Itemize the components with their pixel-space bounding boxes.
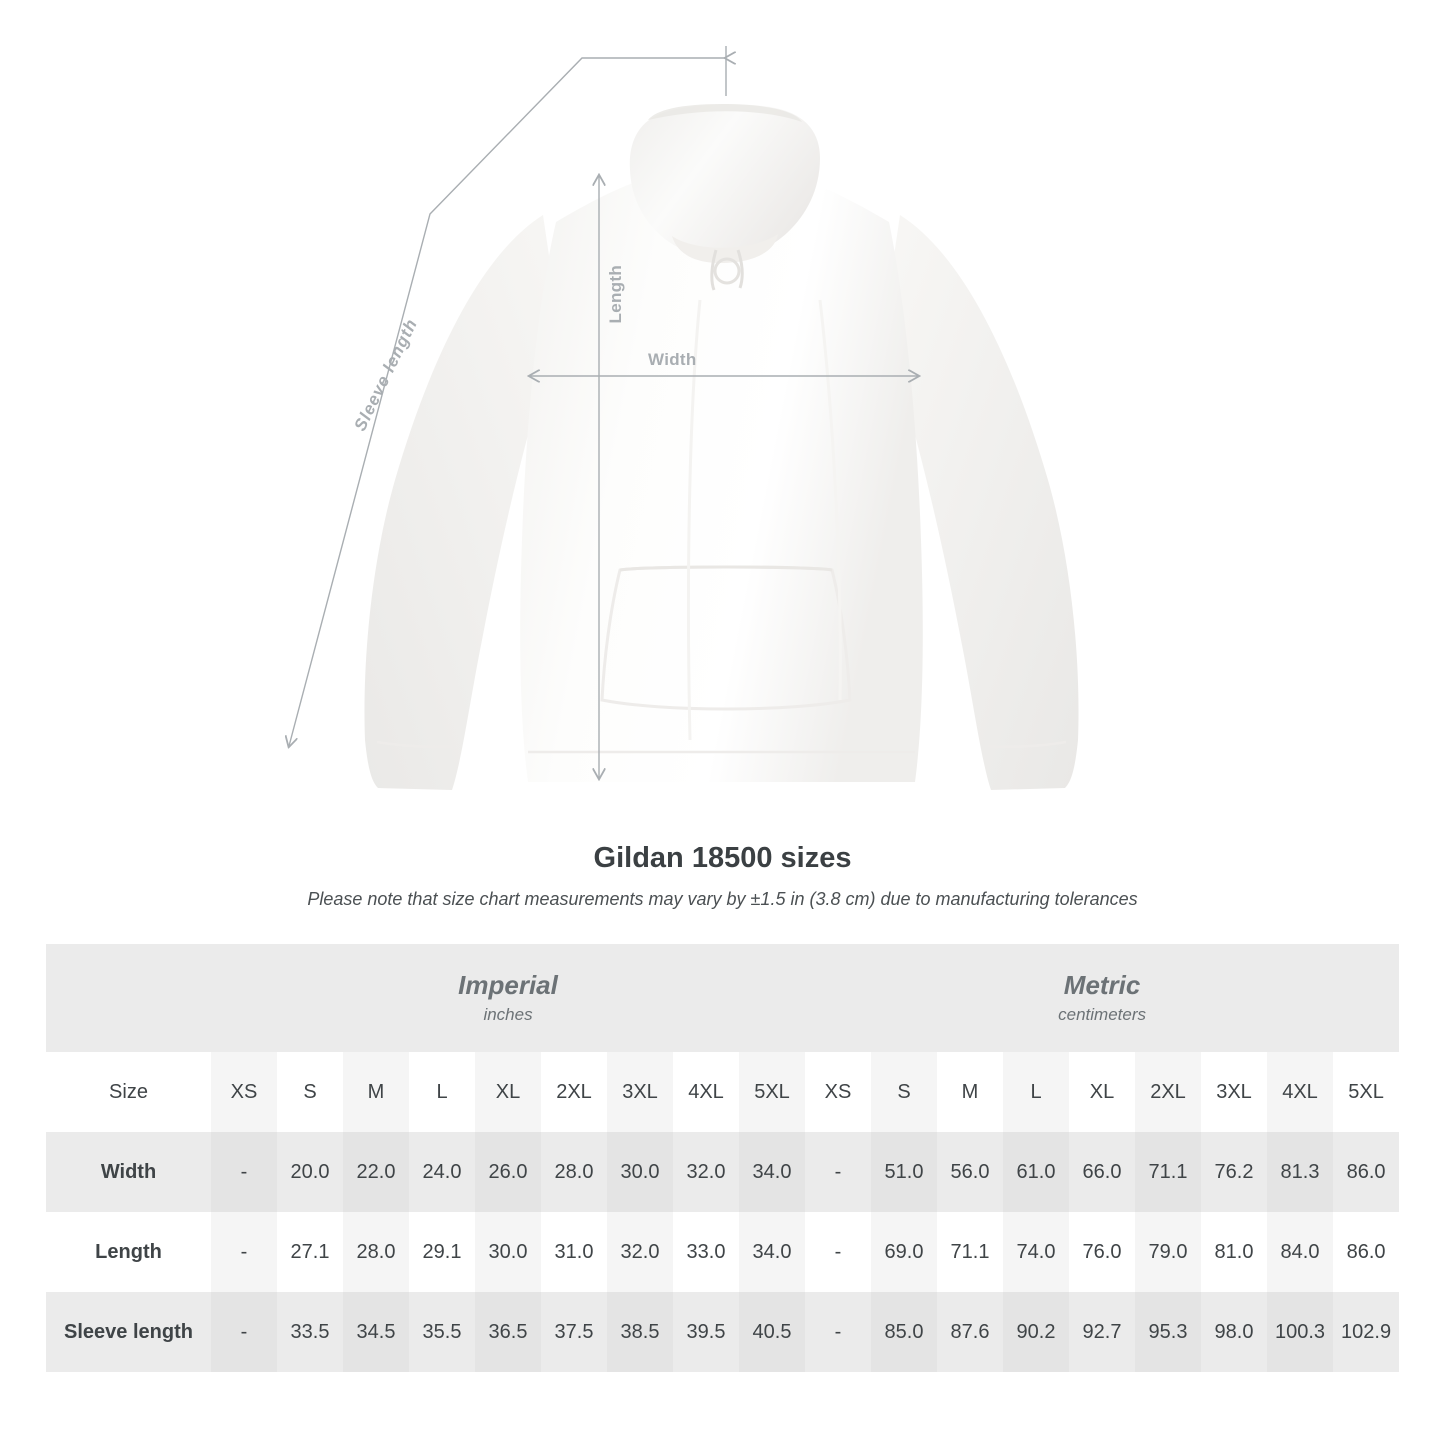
cell-width-imperial-4xl: 32.0 bbox=[673, 1132, 739, 1212]
cell-width-imperial-xl: 26.0 bbox=[475, 1132, 541, 1212]
tolerance-note: Please note that size chart measurements may vary by ±1.5 in (3.8 cm) due to manufacturing tolerances bbox=[307, 889, 1138, 909]
cell-sleeve-metric-xs: - bbox=[805, 1292, 871, 1372]
cell-width-metric-m: 56.0 bbox=[937, 1132, 1003, 1212]
cell-length-imperial-xs: - bbox=[211, 1212, 277, 1292]
table-row bbox=[46, 1212, 1399, 1292]
header-imperial-xl: XL bbox=[475, 1052, 541, 1132]
header-imperial-s: S bbox=[277, 1052, 343, 1132]
unit-header-spacer bbox=[46, 944, 211, 1052]
header-metric-xl: XL bbox=[1069, 1052, 1135, 1132]
unit-header-imperial bbox=[211, 944, 805, 1052]
cell-sleeve-imperial-s: 33.5 bbox=[277, 1292, 343, 1372]
header-metric-l: L bbox=[1003, 1052, 1069, 1132]
cell-width-imperial-m: 22.0 bbox=[343, 1132, 409, 1212]
cell-width-metric-xl: 66.0 bbox=[1069, 1132, 1135, 1212]
row-label-width: Width bbox=[46, 1132, 211, 1212]
cell-length-metric-m: 71.1 bbox=[937, 1212, 1003, 1292]
cell-width-metric-2xl: 71.1 bbox=[1135, 1132, 1201, 1212]
row-label-sleeve-length: Sleeve length bbox=[46, 1292, 211, 1372]
cell-length-imperial-5xl: 34.0 bbox=[739, 1212, 805, 1292]
header-metric-3xl: 3XL bbox=[1201, 1052, 1267, 1132]
cell-length-metric-3xl: 81.0 bbox=[1201, 1212, 1267, 1292]
header-imperial-5xl: 5XL bbox=[739, 1052, 805, 1132]
cell-sleeve-metric-5xl: 102.9 bbox=[1333, 1292, 1399, 1372]
cell-sleeve-metric-3xl: 98.0 bbox=[1201, 1292, 1267, 1372]
header-metric-xs: XS bbox=[805, 1052, 871, 1132]
cell-length-imperial-s: 27.1 bbox=[277, 1212, 343, 1292]
cell-length-imperial-2xl: 31.0 bbox=[541, 1212, 607, 1292]
cell-sleeve-imperial-5xl: 40.5 bbox=[739, 1292, 805, 1372]
header-imperial-2xl: 2XL bbox=[541, 1052, 607, 1132]
cell-length-metric-4xl: 84.0 bbox=[1267, 1212, 1333, 1292]
page-title: Gildan 18500 sizes bbox=[593, 842, 852, 874]
width-dimension-label: Width bbox=[648, 350, 697, 369]
cell-length-metric-2xl: 79.0 bbox=[1135, 1212, 1201, 1292]
cell-length-metric-l: 74.0 bbox=[1003, 1212, 1069, 1292]
header-imperial-3xl: 3XL bbox=[607, 1052, 673, 1132]
chart-heading-block bbox=[0, 842, 1445, 910]
header-imperial-4xl: 4XL bbox=[673, 1052, 739, 1132]
cell-sleeve-imperial-xs: - bbox=[211, 1292, 277, 1372]
cell-sleeve-metric-xl: 92.7 bbox=[1069, 1292, 1135, 1372]
unit-sub-metric: centimeters bbox=[1058, 1005, 1147, 1025]
header-size-label: Size bbox=[46, 1052, 211, 1132]
header-metric-m: M bbox=[937, 1052, 1003, 1132]
cell-sleeve-metric-2xl: 95.3 bbox=[1135, 1292, 1201, 1372]
header-imperial-l: L bbox=[409, 1052, 475, 1132]
cell-length-metric-5xl: 86.0 bbox=[1333, 1212, 1399, 1292]
cell-sleeve-metric-s: 85.0 bbox=[871, 1292, 937, 1372]
cell-length-metric-xl: 76.0 bbox=[1069, 1212, 1135, 1292]
header-metric-4xl: 4XL bbox=[1267, 1052, 1333, 1132]
cell-width-imperial-2xl: 28.0 bbox=[541, 1132, 607, 1212]
header-metric-2xl: 2XL bbox=[1135, 1052, 1201, 1132]
unit-sub-imperial: inches bbox=[483, 1005, 533, 1025]
cell-width-metric-4xl: 81.3 bbox=[1267, 1132, 1333, 1212]
header-imperial-xs: XS bbox=[211, 1052, 277, 1132]
table-row bbox=[46, 1292, 1399, 1372]
sleeve-length-dimension-label: Sleeve length bbox=[350, 315, 422, 435]
cell-sleeve-metric-m: 87.6 bbox=[937, 1292, 1003, 1372]
cell-width-metric-3xl: 76.2 bbox=[1201, 1132, 1267, 1212]
cell-width-imperial-5xl: 34.0 bbox=[739, 1132, 805, 1212]
cell-sleeve-metric-l: 90.2 bbox=[1003, 1292, 1069, 1372]
cell-length-imperial-m: 28.0 bbox=[343, 1212, 409, 1292]
cell-width-metric-xs: - bbox=[805, 1132, 871, 1212]
cell-length-imperial-4xl: 33.0 bbox=[673, 1212, 739, 1292]
size-chart-table bbox=[46, 944, 1399, 1372]
cell-length-imperial-l: 29.1 bbox=[409, 1212, 475, 1292]
cell-width-imperial-3xl: 30.0 bbox=[607, 1132, 673, 1212]
cell-sleeve-imperial-2xl: 37.5 bbox=[541, 1292, 607, 1372]
size-header-row bbox=[46, 1052, 1399, 1132]
cell-length-metric-s: 69.0 bbox=[871, 1212, 937, 1292]
cell-sleeve-metric-4xl: 100.3 bbox=[1267, 1292, 1333, 1372]
cell-length-metric-xs: - bbox=[805, 1212, 871, 1292]
cell-width-imperial-s: 20.0 bbox=[277, 1132, 343, 1212]
unit-name-metric: Metric bbox=[1063, 969, 1141, 1000]
cell-width-imperial-l: 24.0 bbox=[409, 1132, 475, 1212]
unit-header-metric bbox=[805, 944, 1399, 1052]
header-metric-5xl: 5XL bbox=[1333, 1052, 1399, 1132]
cell-sleeve-imperial-4xl: 39.5 bbox=[673, 1292, 739, 1372]
cell-sleeve-imperial-l: 35.5 bbox=[409, 1292, 475, 1372]
unit-header-row bbox=[46, 944, 1399, 1052]
header-imperial-m: M bbox=[343, 1052, 409, 1132]
cell-length-imperial-xl: 30.0 bbox=[475, 1212, 541, 1292]
length-dimension-label: Length bbox=[606, 265, 625, 324]
cell-sleeve-imperial-3xl: 38.5 bbox=[607, 1292, 673, 1372]
table-row bbox=[46, 1132, 1399, 1212]
cell-width-imperial-xs: - bbox=[211, 1132, 277, 1212]
row-label-length: Length bbox=[46, 1212, 211, 1292]
cell-width-metric-5xl: 86.0 bbox=[1333, 1132, 1399, 1212]
cell-width-metric-l: 61.0 bbox=[1003, 1132, 1069, 1212]
cell-length-imperial-3xl: 32.0 bbox=[607, 1212, 673, 1292]
cell-sleeve-imperial-xl: 36.5 bbox=[475, 1292, 541, 1372]
header-metric-s: S bbox=[871, 1052, 937, 1132]
hoodie-shape bbox=[364, 104, 1078, 790]
cell-width-metric-s: 51.0 bbox=[871, 1132, 937, 1212]
unit-name-imperial: Imperial bbox=[458, 969, 558, 1000]
size-table-wrapper bbox=[46, 944, 1399, 1372]
cell-sleeve-imperial-m: 34.5 bbox=[343, 1292, 409, 1372]
